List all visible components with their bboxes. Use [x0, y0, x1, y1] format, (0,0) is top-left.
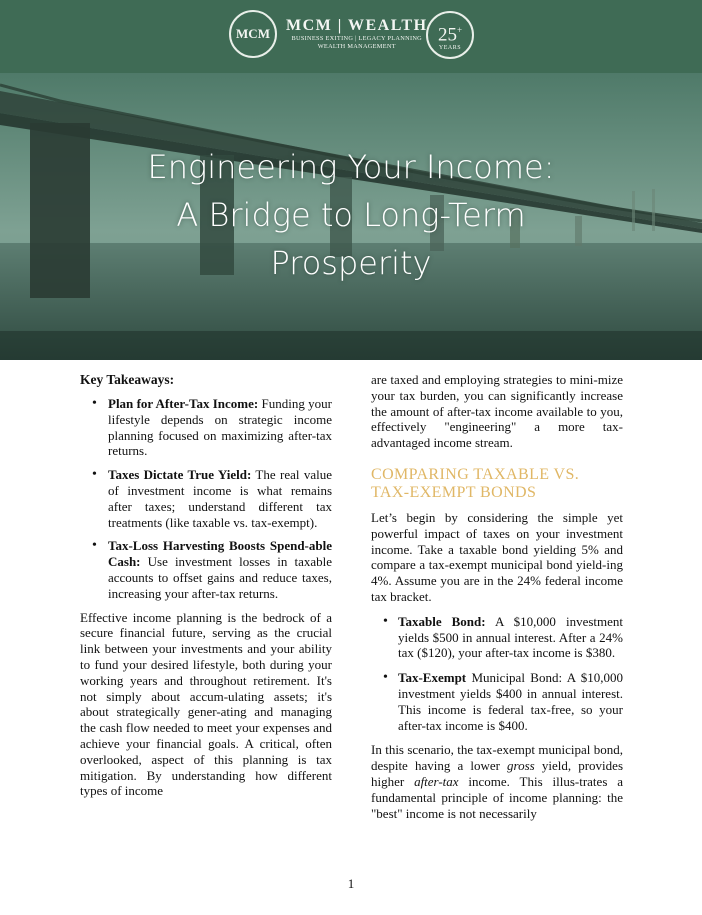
anniversary-badge: [426, 11, 474, 59]
takeaway-bold: Tax-Loss Harvesting Boosts Spend-able Cash:: [108, 538, 332, 570]
takeaway-text: Use investment losses in taxable accounts to offset gains and reduce taxes, increasing your after-tax returns.: [108, 554, 332, 601]
closing-gross: gross: [507, 758, 535, 774]
bond-list: [371, 614, 623, 734]
bond-bold: Tax-Exempt: [398, 670, 467, 686]
takeaways-list: [80, 396, 332, 602]
badge-number: 25: [437, 24, 457, 46]
section-heading-line-1: COMPARING TAXABLE VS.: [371, 465, 580, 483]
company-logo: [229, 10, 428, 58]
takeaways-heading: Key Takeaways:: [80, 372, 175, 387]
logo-tagline-1: BUSINESS EXITING | LEGACY PLANNING: [291, 35, 423, 42]
closing-text-3: income. This illus-trates a fundamental principle of income planning: the "best" income is not necessarily: [371, 773, 623, 821]
badge-number-row: [428, 20, 472, 45]
bond-text: Municipal Bond: A $10,000 investment yields $400 in annual interest. This income is federal tax-free, so your after-tax income is $400.: [398, 670, 623, 733]
closing-aftertax: after-tax: [414, 773, 459, 789]
bond-item: [371, 670, 623, 733]
badge-plus: +: [456, 25, 463, 35]
hero-image: [0, 73, 702, 360]
takeaway-bold: Taxes Dictate True Yield:: [108, 467, 252, 483]
right-column: [371, 372, 623, 821]
intro-paragraph-continued: are taxed and employing strategies to mini-mize your tax burden, you can significantly increase the amount of after-tax income available to you, effectively "engineering" a more tax-advantaged income stream.: [371, 372, 623, 451]
bond-item: [371, 614, 623, 661]
intro-paragraph: Effective income planning is the bedrock of a secure financial future, serving as the crucial link between your investments and your ability to fund your desired lifestyle, both during your working years and throughout retirement. It's not simply about accum-ulating assets; it's about strategically gener-ating and managing the cash flow needed to meet your expenses and achieve your financial goals. A critical, often overlooked, aspect of this planning is tax mitigation. By understanding how different types of income: [80, 609, 332, 799]
hero-title-line-2: A Bridge to Long-Term: [176, 196, 526, 234]
bond-bold: Taxable Bond:: [398, 613, 486, 629]
comparison-intro: Let’s begin by considering the simple yet powerful impact of taxes on your investment income. Take a taxable bond yielding 5% and compare a tax-exempt municipal bond yield-ing 4%. Assume you are in the 24% federal income tax bracket.: [371, 509, 623, 604]
section-heading-line-2: TAX-EXEMPT BONDS: [371, 483, 537, 501]
badge-word: YEARS: [438, 45, 462, 52]
section-heading: [371, 466, 623, 502]
takeaway-text: Funding your lifestyle depends on strategic income planning focused on maximizing after-tax returns.: [108, 396, 333, 459]
bond-text: A $10,000 investment yields $500 in annual interest. After a 24% tax ($120), your after-tax income is $380.: [398, 613, 623, 661]
comparison-closing: [371, 742, 623, 821]
takeaway-text: The real value of investment income is what remains after taxes; understand different tax treatments (like taxable vs. tax-exempt).: [108, 467, 332, 530]
left-column: [80, 372, 332, 799]
takeaway-item: [80, 396, 332, 459]
closing-text-2: yield, provides higher: [371, 758, 623, 789]
closing-text-1: In this scenario, the tax-exempt municipal bond, despite having a lower: [371, 742, 623, 774]
logo-tagline-2: WEALTH MANAGEMENT: [317, 43, 396, 50]
takeaway-item: [80, 467, 332, 530]
logo-mark: MCM: [229, 10, 277, 58]
header-banner: [0, 0, 702, 73]
hero-title: [0, 143, 702, 287]
takeaway-bold: Plan for After-Tax Income:: [108, 396, 259, 411]
logo-text: [286, 17, 428, 51]
page-number: 1: [347, 876, 355, 891]
takeaway-item: [80, 538, 332, 601]
hero-title-line-1: Engineering Your Income:: [147, 148, 555, 186]
hero-title-line-3: Prosperity: [270, 244, 432, 282]
logo-name: MCM | WEALTH: [286, 17, 428, 34]
